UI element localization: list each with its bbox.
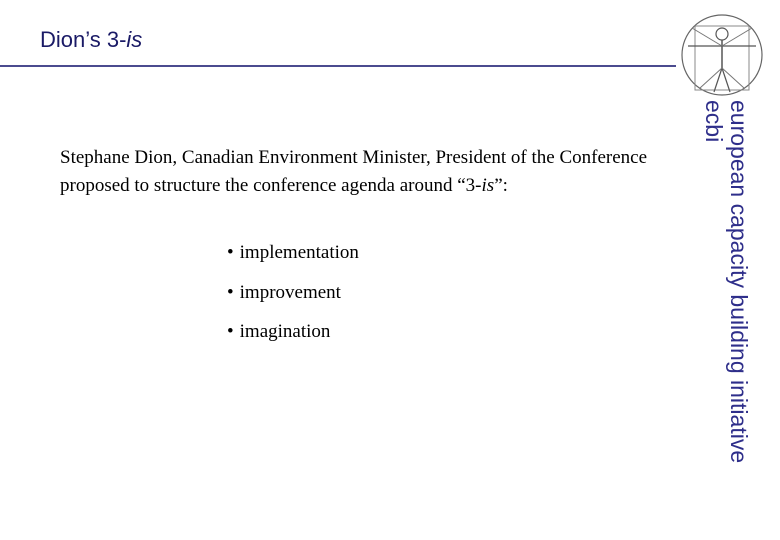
paragraph-italic: is	[481, 175, 495, 196]
bullet-item	[227, 239, 359, 279]
sidebar-line-organization: european capacity building initiative	[726, 100, 752, 464]
title-prefix: Dion’s 3-	[40, 27, 127, 52]
bullet-text: implementation	[239, 242, 359, 263]
bullet-item	[227, 318, 359, 358]
intro-paragraph	[60, 144, 680, 200]
bullet-text: improvement	[239, 281, 341, 303]
slide-title	[40, 27, 142, 53]
bullet-text: imagination	[239, 321, 331, 342]
paragraph-prefix: Stephane Dion, Canadian Environment Minister, President of the Conference proposed to structure the conference agenda around “3-	[60, 147, 648, 196]
paragraph-suffix: ”:	[494, 175, 508, 196]
bullet-symbol: •	[227, 321, 234, 342]
title-italic: is	[126, 27, 143, 52]
bullet-item	[227, 279, 359, 319]
bullet-symbol: •	[227, 281, 234, 303]
sidebar-organization-name	[697, 100, 751, 518]
title-divider	[0, 65, 676, 67]
bullet-symbol: •	[227, 242, 234, 263]
sidebar-line-acronym: ecbi	[701, 100, 727, 143]
bullet-list	[227, 239, 359, 358]
vitruvian-man-logo-icon	[680, 12, 764, 98]
